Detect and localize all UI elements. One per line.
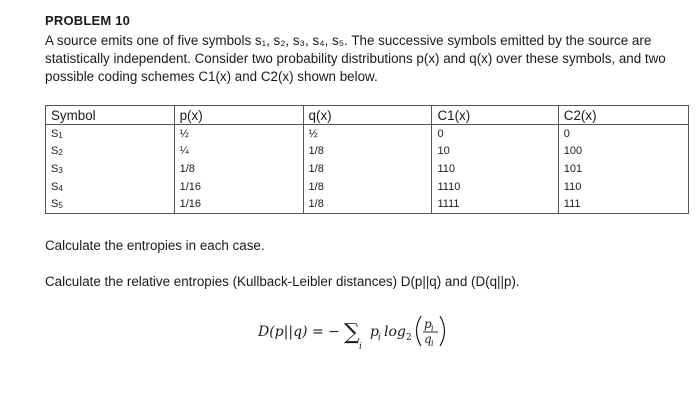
symbol-subscript: 2: [58, 148, 63, 158]
cell-p: 1/16: [174, 195, 303, 213]
header-p: p(x): [174, 106, 303, 125]
header-q: q(x): [303, 106, 432, 125]
table-row: [46, 195, 689, 213]
formula-left-paren: [417, 316, 422, 346]
symbol-subscript: 1: [58, 130, 63, 140]
cell-symbol: [46, 178, 175, 196]
formula-log: log: [384, 324, 406, 340]
cell-c2: 100: [558, 143, 688, 161]
symbol-base: S: [51, 127, 59, 140]
symbol-base: S: [51, 145, 59, 158]
cell-c2: 0: [558, 125, 688, 143]
cell-symbol: [46, 195, 175, 213]
cell-p: ½: [174, 125, 303, 143]
header-c1: C1(x): [432, 106, 558, 125]
table-row: [46, 160, 689, 178]
formula-right-paren: [440, 316, 445, 346]
formula-lhs: D(p||q) = −: [258, 324, 340, 340]
formula-sum-index: i: [359, 342, 362, 352]
symbol-subscript: 5: [58, 201, 63, 211]
table-row: [46, 178, 689, 196]
cell-symbol: [46, 125, 175, 143]
question-entropy: Calculate the entropies in each case.: [45, 238, 265, 253]
cell-symbol: [46, 160, 175, 178]
table-row: [46, 143, 689, 161]
coding-table: [45, 105, 689, 214]
symbol-base: S: [51, 198, 59, 211]
table-row: [46, 125, 689, 143]
problem-statement: A source emits one of five symbols s₁, s₂, s₃, s₄, s₅. The successive symbols emitted by the source are statistically independent. Consider two probability distributions p(x) and q(x) over these symbols, and two possible coding schemes C1(x) and C2(x) shown below.: [45, 33, 666, 84]
problem-title: PROBLEM 10: [45, 13, 131, 28]
cell-q: 1/8: [303, 195, 432, 213]
formula-numerator: p: [424, 317, 432, 331]
formula-sum-symbol: ∑: [344, 320, 360, 345]
cell-c2: 110: [558, 178, 688, 196]
cell-c2: 101: [558, 160, 688, 178]
cell-q: 1/8: [303, 143, 432, 161]
cell-p: 1/16: [174, 178, 303, 196]
question-kl-divergence: Calculate the relative entropies (Kullback-Leibler distances) D(p||q) and (D(q||p).: [45, 274, 520, 289]
cell-c1: 10: [432, 143, 558, 161]
cell-c1: 1110: [432, 178, 558, 196]
cell-p: 1/8: [174, 160, 303, 178]
kl-divergence-formula: [258, 311, 488, 361]
cell-c1: 0: [432, 125, 558, 143]
formula-log-base: 2: [406, 333, 412, 343]
formula-denominator-subscript: i: [431, 339, 434, 348]
header-c2: C2(x): [558, 106, 688, 125]
formula-term-subscript: i: [378, 333, 381, 343]
table-header-row: [46, 106, 689, 125]
symbol-subscript: 3: [58, 165, 63, 175]
formula-term: p: [370, 324, 379, 340]
cell-q: 1/8: [303, 178, 432, 196]
formula-numerator-subscript: i: [431, 324, 434, 333]
cell-symbol: [46, 143, 175, 161]
symbol-subscript: 4: [58, 183, 63, 193]
formula-denominator: q: [424, 332, 432, 346]
cell-c2: 111: [558, 195, 688, 213]
cell-q: ½: [303, 125, 432, 143]
cell-q: 1/8: [303, 160, 432, 178]
symbol-base: S: [51, 162, 59, 175]
cell-c1: 1111: [432, 195, 558, 213]
header-symbol: Symbol: [46, 106, 175, 125]
cell-p: ¼: [174, 143, 303, 161]
symbol-base: S: [51, 180, 59, 193]
cell-c1: 110: [432, 160, 558, 178]
